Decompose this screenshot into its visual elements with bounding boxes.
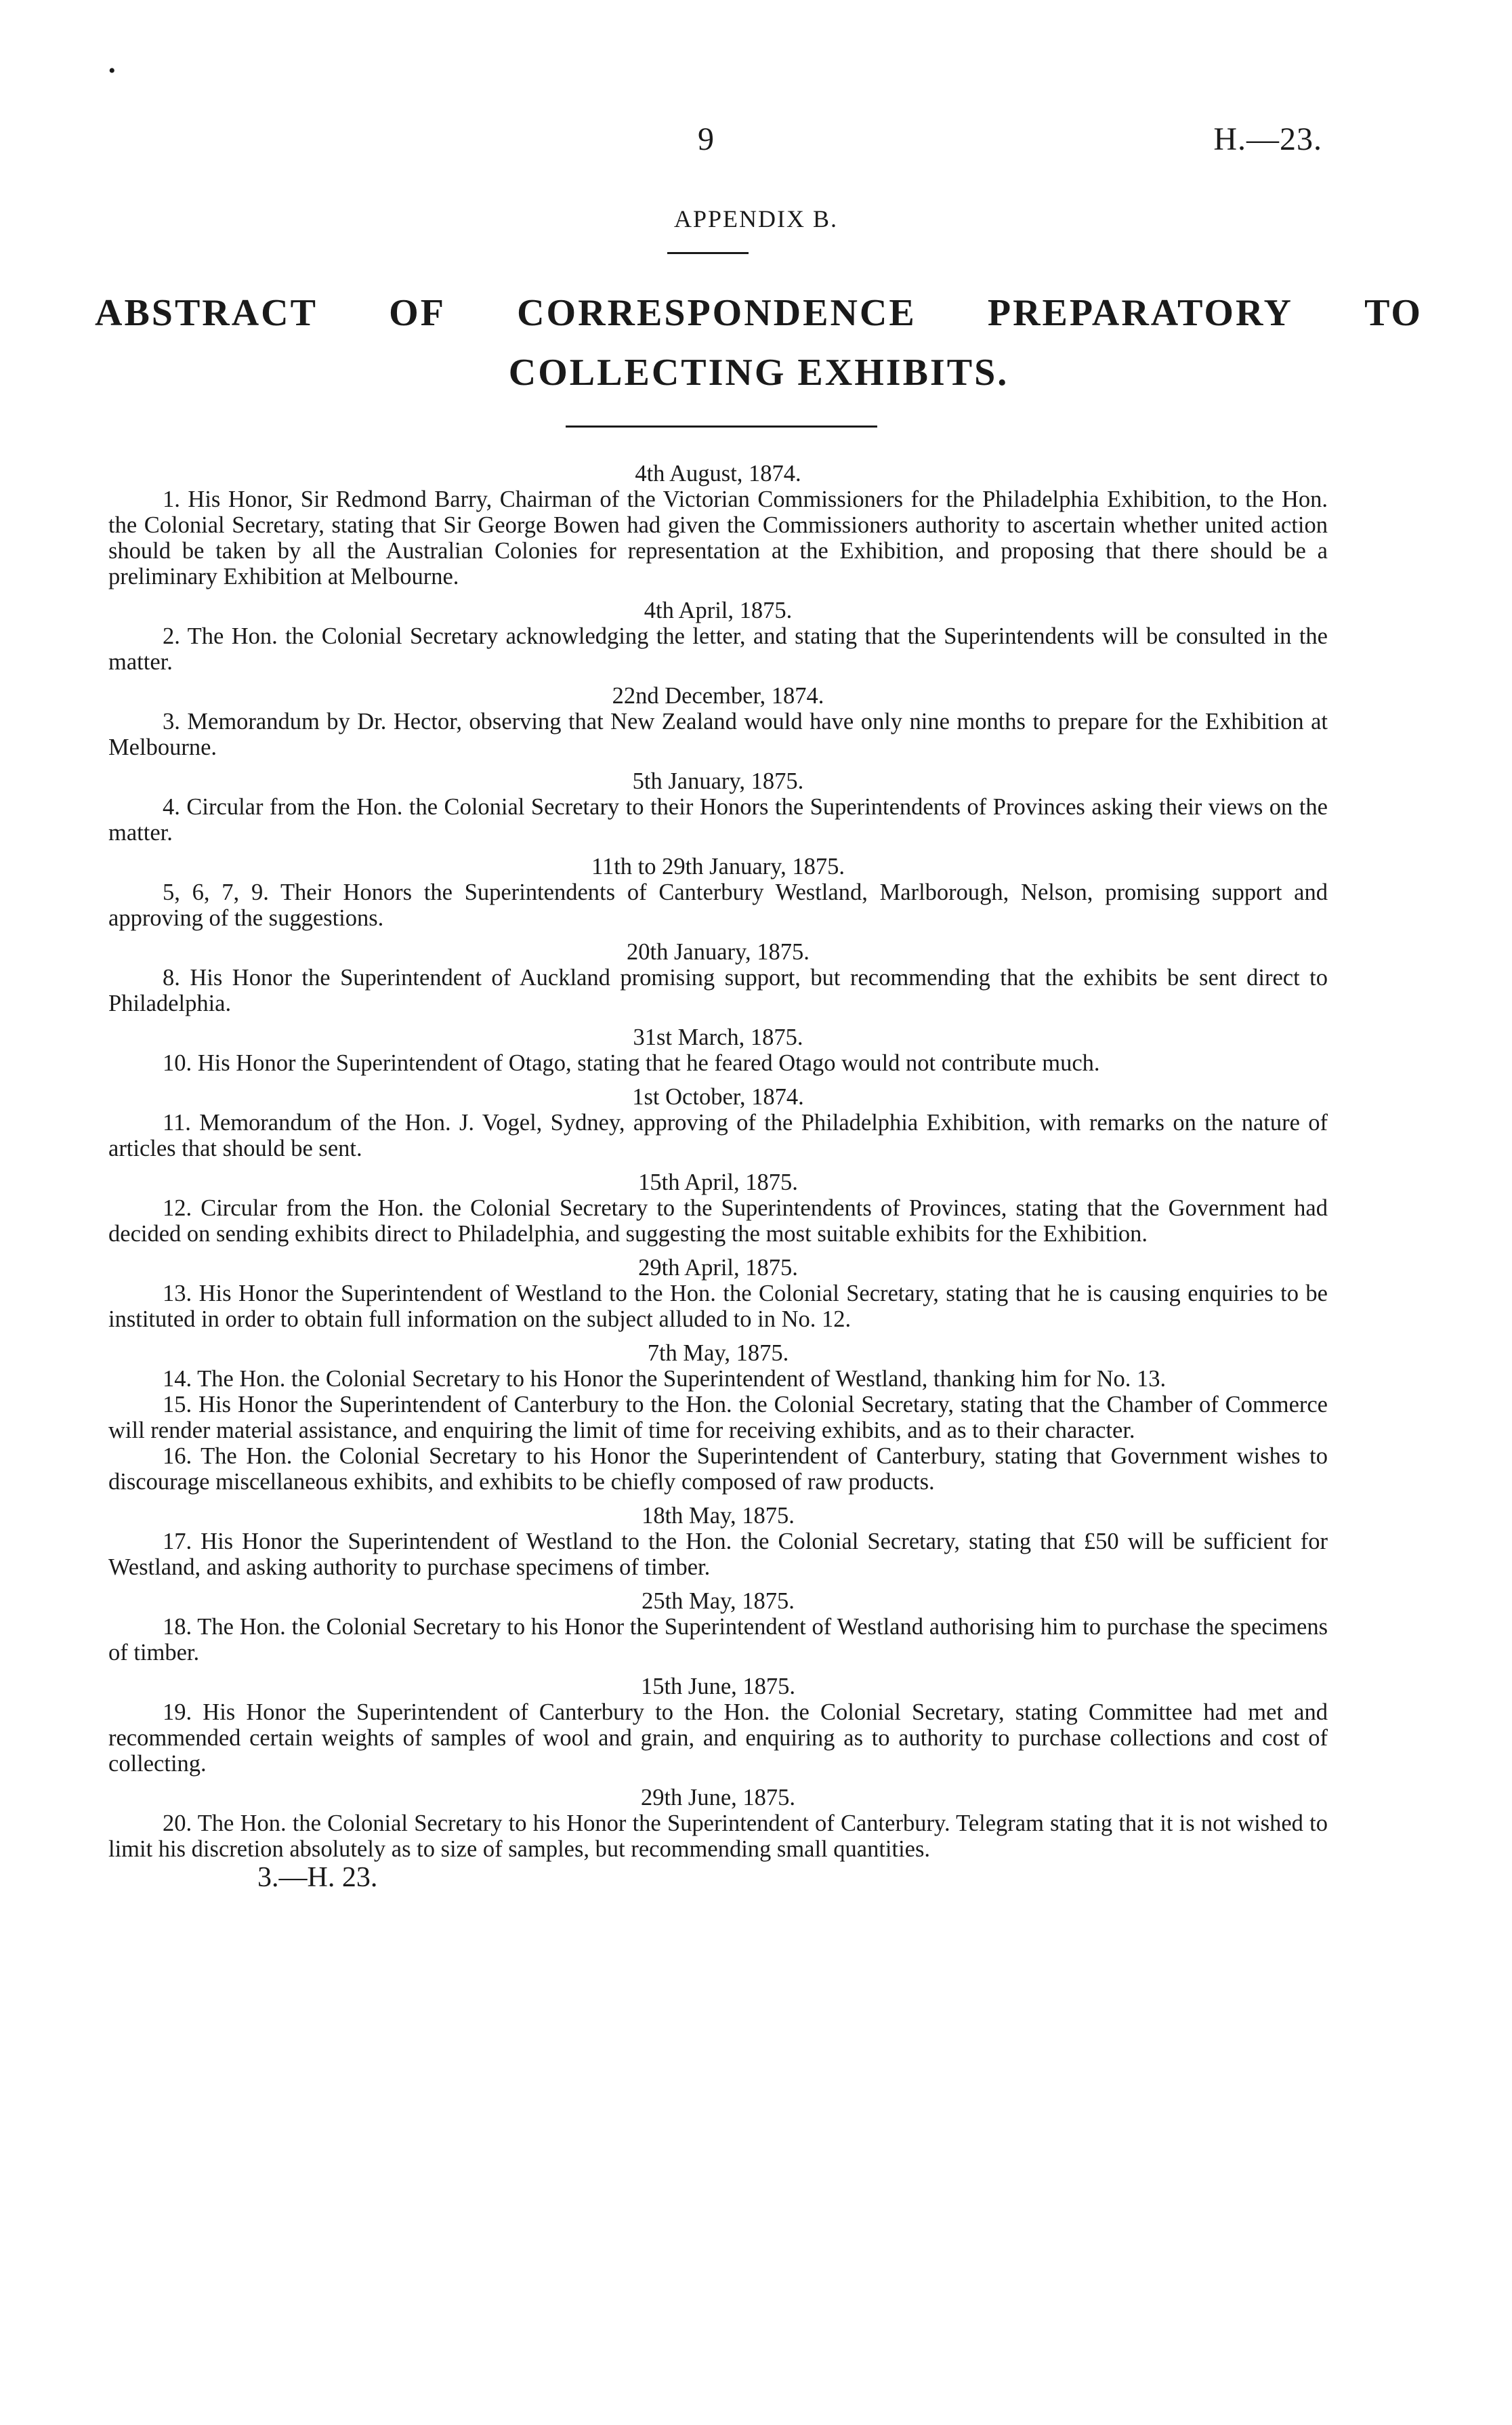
correspondence-entry: 3. Memorandum by Dr. Hector, observing that New Zealand would have only nine months to prepare for the Exhibition at Melbourne. <box>108 709 1328 760</box>
entry-date: 18th May, 1875. <box>642 1503 795 1529</box>
entry-date: 1st October, 1874. <box>632 1084 804 1110</box>
document-title <box>95 283 1423 402</box>
title-line-1 <box>95 283 1423 343</box>
title-word: OF <box>389 292 446 334</box>
title-word: ABSTRACT <box>95 292 318 334</box>
correspondence-entry: 4. Circular from the Hon. the Colonial Secretary to their Honors the Superintendents of Provinces asking their views on the matter. <box>108 794 1328 846</box>
correspondence-entry: 12. Circular from the Hon. the Colonial Secretary to the Superintendents of Provinces, stating that the Government had decided on sending exhibits direct to Philadelphia, and suggesting the most suitable exhibits for the Exhibition. <box>108 1195 1328 1247</box>
correspondence-entry: 2. The Hon. the Colonial Secretary acknowledging the letter, and stating that the Superintendents will be consulted in the matter. <box>108 623 1328 675</box>
entry-date: 29th April, 1875. <box>638 1255 798 1281</box>
correspondence-list <box>108 461 1328 1893</box>
appendix-heading: APPENDIX B. <box>673 205 839 232</box>
entry-date: 5th January, 1875. <box>632 768 804 794</box>
correspondence-entry: 15. His Honor the Superintendent of Canterbury to the Hon. the Colonial Secretary, stating that the Chamber of Commerce will render material assistance, and enquiring the limit of time for receiving exhibits, and as to their character. <box>108 1392 1328 1443</box>
correspondence-entry: 17. His Honor the Superintendent of Westland to the Hon. the Colonial Secretary, stating that £50 will be sufficient for Westland, and asking authority to purchase specimens of timber. <box>108 1529 1328 1580</box>
title-word: CORRESPONDENCE <box>517 292 917 334</box>
correspondence-entry: 10. His Honor the Superintendent of Otago, stating that he feared Otago would not contribute much. <box>163 1050 1100 1076</box>
title-line-2: COLLECTING EXHIBITS. <box>508 352 1009 394</box>
correspondence-entry: 5, 6, 7, 9. Their Honors the Superintendents of Canterbury Westland, Marlborough, Nelson, promising support and approving of the suggestions. <box>108 879 1328 931</box>
entry-date: 4th August, 1874. <box>635 461 801 486</box>
footer-reference: 3.—H. 23. <box>257 1862 378 1893</box>
correspondence-entry: 11. Memorandum of the Hon. J. Vogel, Sydney, approving of the Philadelphia Exhibition, with remarks on the nature of articles that should be sent. <box>108 1110 1328 1161</box>
correspondence-entry: 14. The Hon. the Colonial Secretary to his Honor the Superintendent of Westland, thanking him for No. 13. <box>163 1366 1167 1392</box>
correspondence-entry: 19. His Honor the Superintendent of Canterbury to the Hon. the Colonial Secretary, stating Committee had met and recommended certain weights of samples of wool and grain, and enquiring as to authority to purchase collections and cost of collecting. <box>108 1699 1328 1777</box>
page-number: 9 <box>698 121 714 157</box>
title-word: PREPARATORY <box>987 292 1293 334</box>
title-word: TO <box>1364 292 1423 334</box>
short-divider <box>667 252 749 254</box>
long-divider <box>566 426 877 428</box>
correspondence-entry: 20. The Hon. the Colonial Secretary to his Honor the Superintendent of Canterbury. Telegram stating that it is not wished to limit his discretion absolutely as to size of samples, but recommending small quantities. <box>108 1810 1328 1862</box>
entry-date: 7th May, 1875. <box>647 1340 789 1366</box>
correspondence-entry: 18. The Hon. the Colonial Secretary to his Honor the Superintendent of Westland authorising him to purchase the specimens of timber. <box>108 1614 1328 1665</box>
entry-date: 4th April, 1875. <box>644 598 793 623</box>
correspondence-entry: 16. The Hon. the Colonial Secretary to his Honor the Superintendent of Canterbury, stating that Government wishes to discourage miscellaneous exhibits, and exhibits to be chiefly composed of raw products. <box>108 1443 1328 1495</box>
margin-mark: • <box>108 60 116 82</box>
correspondence-entry: 1. His Honor, Sir Redmond Barry, Chairman of the Victorian Commissioners for the Philadelphia Exhibition, to the Hon. the Colonial Secretary, stating that Sir George Bowen had given the Commissioners authority to ascertain whether united action should be taken by all the Australian Colonies for representation at the Exhibition, and proposing that there should be a preliminary Exhibition at Melbourne. <box>108 486 1328 589</box>
entry-date: 22nd December, 1874. <box>612 683 824 709</box>
entry-date: 11th to 29th January, 1875. <box>591 854 845 879</box>
entry-date: 15th June, 1875. <box>640 1674 796 1699</box>
entry-date: 31st March, 1875. <box>633 1024 803 1050</box>
entry-date: 29th June, 1875. <box>640 1785 796 1810</box>
page-reference: H.—23. <box>1213 121 1322 157</box>
correspondence-entry: 13. His Honor the Superintendent of Westland to the Hon. the Colonial Secretary, stating that he is causing enquiries to be instituted in order to obtain full information on the subject alluded to in No. 12. <box>108 1281 1328 1332</box>
entry-date: 15th April, 1875. <box>638 1169 798 1195</box>
entry-date: 20th January, 1875. <box>627 939 810 965</box>
correspondence-entry: 8. His Honor the Superintendent of Auckland promising support, but recommending that the exhibits be sent direct to Philadelphia. <box>108 965 1328 1016</box>
entry-date: 25th May, 1875. <box>642 1588 795 1614</box>
